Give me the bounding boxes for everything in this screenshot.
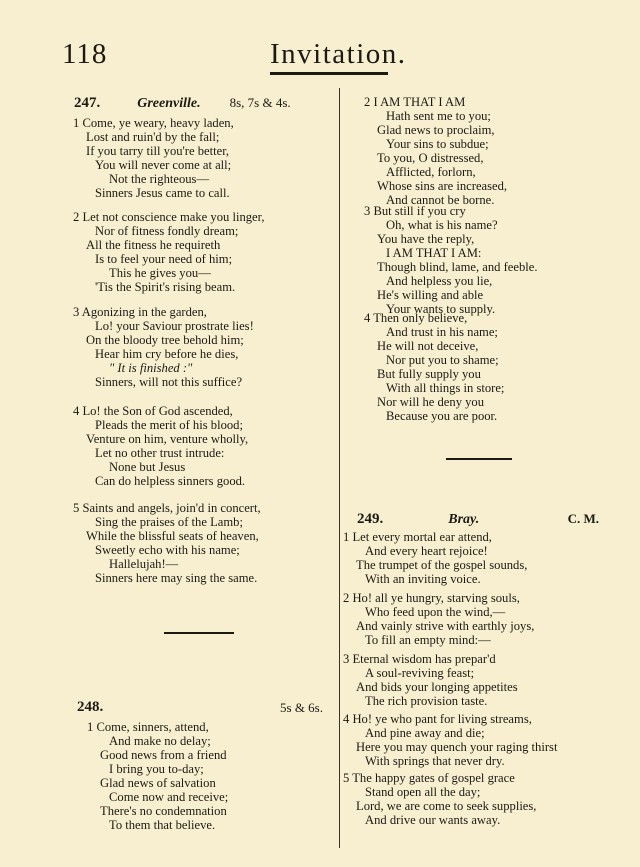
verse-line: Lost and ruin'd by the fall;	[86, 130, 220, 144]
hymn-247-stanza-2	[73, 210, 264, 294]
verse-line: Nor of fitness fondly dream;	[95, 224, 239, 238]
verse-line: A soul-reviving feast;	[365, 666, 475, 680]
verse-line: To you, O distressed,	[377, 151, 484, 165]
verse-line: If you tarry till you're better,	[86, 144, 230, 158]
hymn-247-number: 247.	[74, 95, 101, 111]
section-separator	[446, 458, 512, 460]
verse-line: While the blissful seats of heaven,	[86, 529, 259, 543]
hymn-247-stanza-3	[73, 305, 254, 389]
hymn-249-stanza-4	[343, 712, 557, 768]
hymn-247-heading	[74, 95, 291, 112]
verse-line: 2 Let not conscience make you linger,	[73, 210, 265, 224]
verse-line: And make no delay;	[109, 734, 211, 748]
hymn-248-number: 248.	[77, 699, 104, 715]
verse-line: And drive our wants away.	[365, 813, 501, 827]
verse-line: And helpless you lie,	[386, 274, 493, 288]
verse-line: And vainly strive with earthly joys,	[356, 619, 535, 633]
section-separator	[164, 632, 234, 634]
verse-line: On the bloody tree behold him;	[86, 333, 244, 347]
hymn-248-heading	[77, 699, 323, 716]
verse-line: 2 Ho! all ye hungry, starving souls,	[343, 591, 520, 605]
verse-line: Nor will he deny you	[377, 395, 485, 409]
verse-line: Though blind, lame, and feeble.	[377, 260, 538, 274]
verse-line: 3 Agonizing in the garden,	[73, 305, 207, 319]
verse-line: Is to feel your need of him;	[95, 252, 233, 266]
verse-line: Your sins to subdue;	[386, 137, 489, 151]
verse-line: You have the reply,	[377, 232, 475, 246]
verse-line: Sinners, will not this suffice?	[95, 375, 243, 389]
verse-line: He's willing and able	[377, 288, 484, 302]
verse-line: Hallelujah!—	[109, 557, 179, 571]
verse-line: Whose sins are increased,	[377, 179, 508, 193]
verse-line: Because you are poor.	[386, 409, 498, 423]
hymn-247-meter: 8s, 7s & 4s.	[229, 95, 291, 110]
verse-line: None but Jesus	[109, 460, 186, 474]
verse-line: 3 Eternal wisdom has prepar'd	[343, 652, 496, 666]
hymn-249-number: 249.	[357, 511, 384, 527]
verse-line: Sweetly echo with his name;	[95, 543, 240, 557]
hymn-249-tune: Bray.	[448, 512, 480, 527]
verse-line: Lord, we are come to seek supplies,	[356, 799, 537, 813]
hymn-247-stanza-1	[73, 116, 234, 200]
verse-line: Sinners here may sing the same.	[95, 571, 258, 585]
hymn-248-meter: 5s & 6s.	[280, 700, 323, 715]
hymn-248-stanza-2	[364, 95, 507, 207]
verse-line: Sing the praises of the Lamb;	[95, 515, 243, 529]
hymn-249-stanza-3	[343, 652, 518, 708]
verse-line: There's no condemnation	[100, 804, 227, 818]
verse-line: Stand open all the day;	[365, 785, 481, 799]
verse-line: Good news from a friend	[100, 748, 227, 762]
verse-line: Let no other trust intrude:	[95, 446, 225, 460]
verse-line: And every heart rejoice!	[365, 544, 488, 558]
verse-line: I AM THAT I AM:	[386, 246, 482, 260]
verse-line: 5 The happy gates of gospel grace	[343, 771, 515, 785]
verse-line: Lo! your Saviour prostrate lies!	[95, 319, 254, 333]
hymn-248-stanza-4	[364, 311, 504, 423]
verse-line: Hear him cry before he dies,	[95, 347, 239, 361]
verse-line: And pine away and die;	[365, 726, 485, 740]
verse-line: But fully supply you	[377, 367, 481, 381]
page-title: Invitation.	[270, 38, 407, 70]
verse-line: Venture on him, venture wholly,	[86, 432, 249, 446]
verse-line: With an inviting voice.	[365, 572, 481, 586]
verse-line: The trumpet of the gospel sounds,	[356, 558, 528, 572]
verse-line: 1 Let every mortal ear attend,	[343, 530, 492, 544]
verse-line: Hath sent me to you;	[386, 109, 491, 123]
verse-line: 5 Saints and angels, join'd in concert,	[73, 501, 261, 515]
verse-line: Here you may quench your raging thirst	[356, 740, 558, 754]
verse-line: 4 Then only believe,	[364, 311, 468, 325]
hymn-248-stanza-3	[364, 204, 538, 316]
hymn-249-stanza-2	[343, 591, 534, 647]
verse-line: " It is finished :"	[109, 361, 193, 375]
verse-line: 2 I AM THAT I AM	[364, 95, 466, 109]
verse-line: 1 Come, sinners, attend,	[87, 720, 209, 734]
verse-line: Afflicted, forlorn,	[386, 165, 476, 179]
hymn-249-meter: C. M.	[567, 511, 599, 526]
verse-line: The rich provision taste.	[365, 694, 488, 708]
verse-line: 'Tis the Spirit's rising beam.	[95, 280, 236, 294]
verse-line: All the fitness he requireth	[86, 238, 221, 252]
verse-line: Nor put you to shame;	[386, 353, 499, 367]
verse-line: Can do helpless sinners good.	[95, 474, 246, 488]
verse-line: Come now and receive;	[109, 790, 229, 804]
verse-line: With springs that never dry.	[365, 754, 505, 768]
verse-line: To them that believe.	[109, 818, 216, 832]
verse-line: And trust in his name;	[386, 325, 498, 339]
verse-line: 3 But still if you cry	[364, 204, 466, 218]
hymn-247-tune: Greenville.	[137, 96, 201, 111]
verse-line: 1 Come, ye weary, heavy laden,	[73, 116, 234, 130]
hymn-247-stanza-5	[73, 501, 261, 585]
verse-line: Who feed upon the wind,—	[365, 605, 506, 619]
verse-line: Sinners Jesus came to call.	[95, 186, 230, 200]
verse-line: He will not deceive,	[377, 339, 479, 353]
verse-line: 4 Ho! ye who pant for living streams,	[343, 712, 532, 726]
verse-line: 4 Lo! the Son of God ascended,	[73, 404, 233, 418]
verse-line: And cannot be borne.	[386, 193, 495, 207]
verse-line: Pleads the merit of his blood;	[95, 418, 243, 432]
verse-line: With all things in store;	[386, 381, 505, 395]
verse-line: You will never come at all;	[95, 158, 232, 172]
verse-line: Your wants to supply.	[386, 302, 496, 316]
verse-line: Oh, what is his name?	[386, 218, 498, 232]
hymn-248-stanza-1	[87, 720, 228, 832]
title-underline	[270, 72, 388, 75]
page-number: 118	[62, 38, 108, 70]
hymn-249-stanza-5	[343, 771, 536, 827]
column-divider	[339, 88, 340, 848]
hymn-249-heading	[357, 511, 599, 528]
verse-line: I bring you to-day;	[109, 762, 204, 776]
verse-line: This he gives you—	[109, 266, 211, 280]
verse-line: Glad news of salvation	[100, 776, 216, 790]
hymn-249-stanza-1	[343, 530, 527, 586]
hymn-247-stanza-4	[73, 404, 248, 488]
verse-line: And bids your longing appetites	[356, 680, 518, 694]
verse-line: Not the righteous—	[109, 172, 210, 186]
verse-line: To fill an empty mind:—	[365, 633, 491, 647]
verse-line: Glad news to proclaim,	[377, 123, 495, 137]
